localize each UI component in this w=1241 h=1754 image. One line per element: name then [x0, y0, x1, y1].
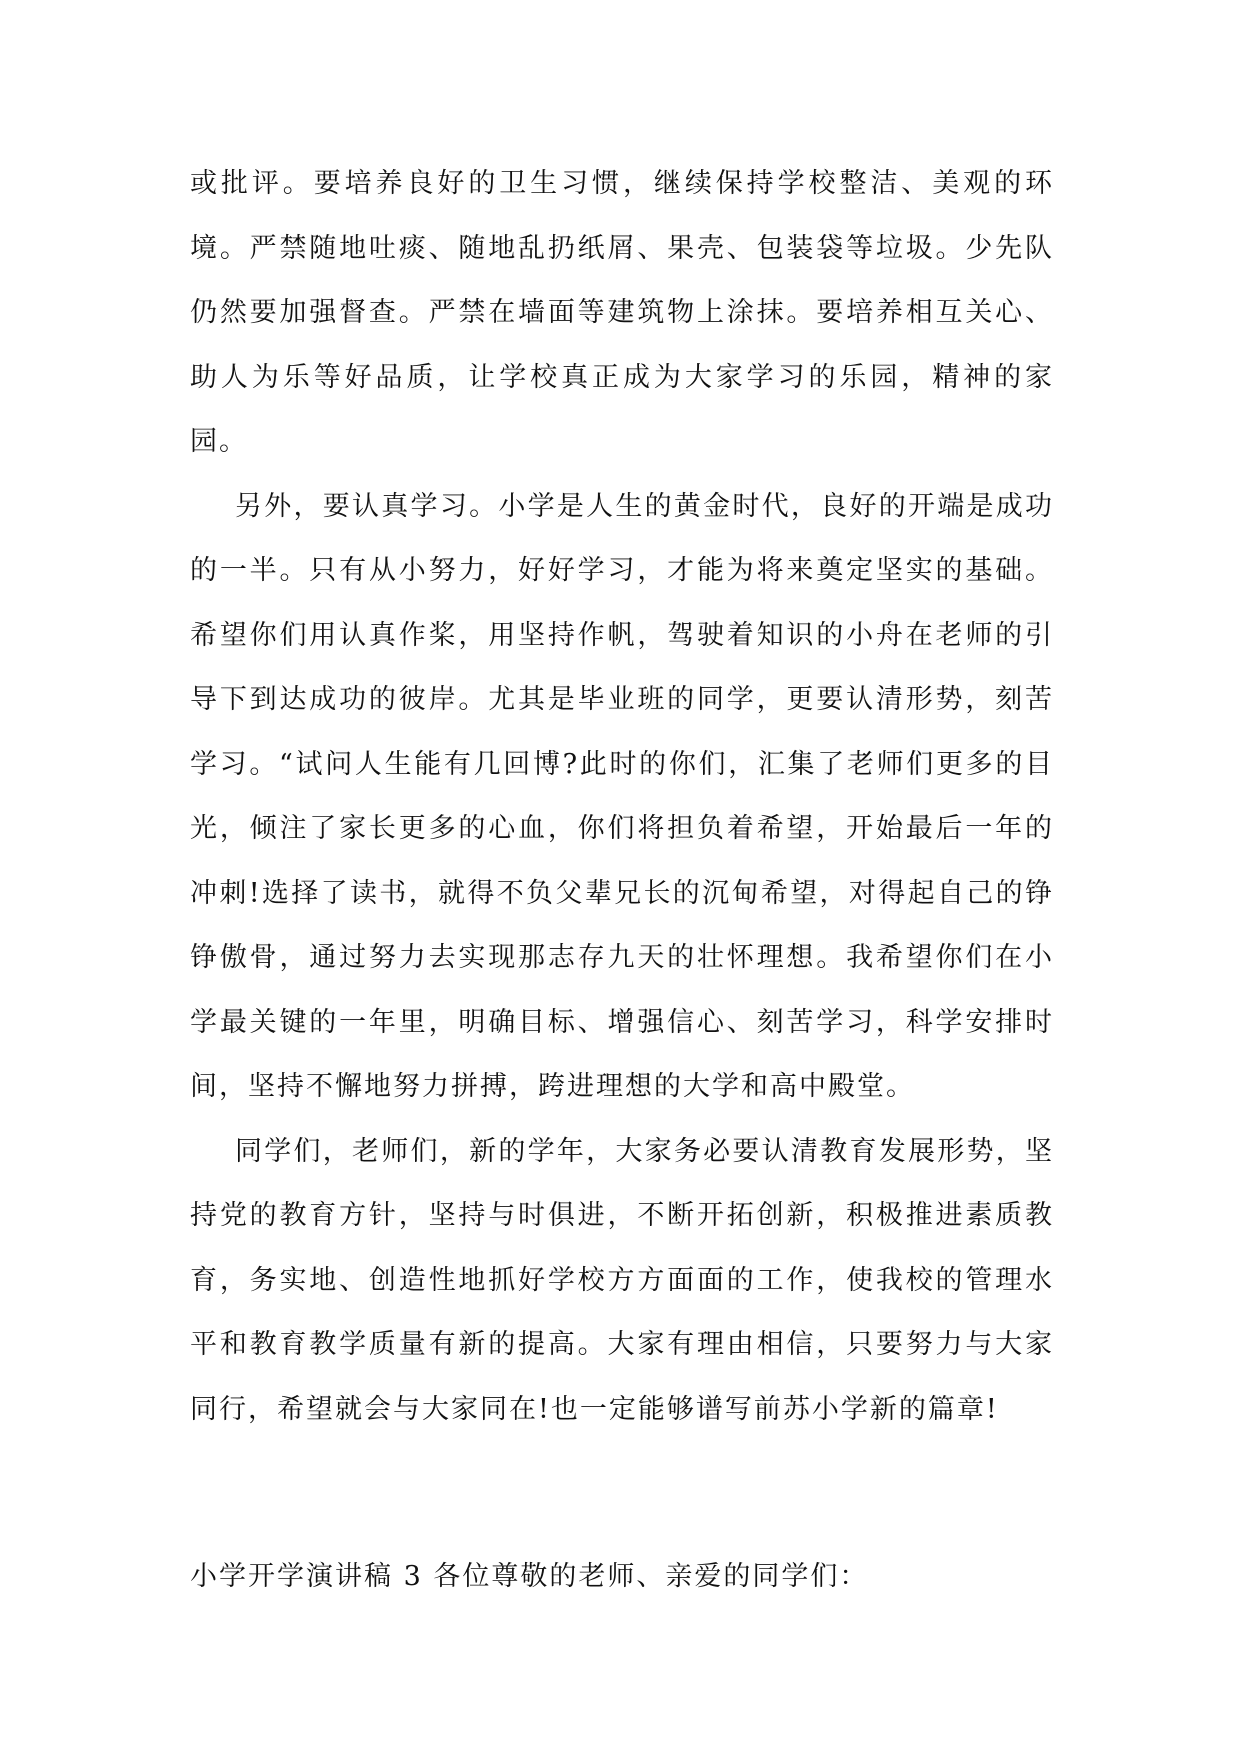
next-speech-heading: 小学开学演讲稿 3 各位尊敬的老师、亲爱的同学们：	[190, 1561, 869, 1592]
paragraph-closing: 同学们，老师们，新的学年，大家务必要认清教育发展形势，坚持党的教育方针，坚持与时俱进，不断开拓创新，积极推进素质教育，务实地、创造性地抓好学校方方面面的工作，使我校的管理水平和教育教学质量有新的提高。大家有理由相信，只要努力与大家同行，希望就会与大家同在!也一定能够谱写前苏小学新的篇章!	[190, 1135, 1054, 1425]
paragraph-hygiene: 或批评。要培养良好的卫生习惯，继续保持学校整洁、美观的环境。严禁随地吐痰、随地乱扔纸屑、果壳、包装袋等垃圾。少先队仍然要加强督查。严禁在墙面等建筑物上涂抹。要培养相互关心、助人为乐等好品质，让学校真正成为大家学习的乐园，精神的家园。	[190, 168, 1054, 457]
paragraph-study: 另外，要认真学习。小学是人生的黄金时代，良好的开端是成功的一半。只有从小努力，好好学习，才能为将来奠定坚实的基础。希望你们用认真作桨，用坚持作帆，驾驶着知识的小舟在老师的引导下到达成功的彼岸。尤其是毕业班的同学，更要认清形势，刻苦学习。“试问人生能有几回博?此时的你们，汇集了老师们更多的目光，倾注了家长更多的心血，你们将担负着希望，开始最后一年的冲刺!选择了读书，就得不负父辈兄长的沉甸希望，对得起自己的铮铮傲骨，通过努力去实现那志存九天的壮怀理想。我希望你们在小学最关键的一年里，明确目标、增强信心、刻苦学习，科学安排时间，坚持不懈地努力拼搏，跨进理想的大学和高中殿堂。	[190, 490, 1054, 1102]
next-speech-section	[190, 1545, 1054, 1610]
document-body	[190, 152, 1054, 1442]
